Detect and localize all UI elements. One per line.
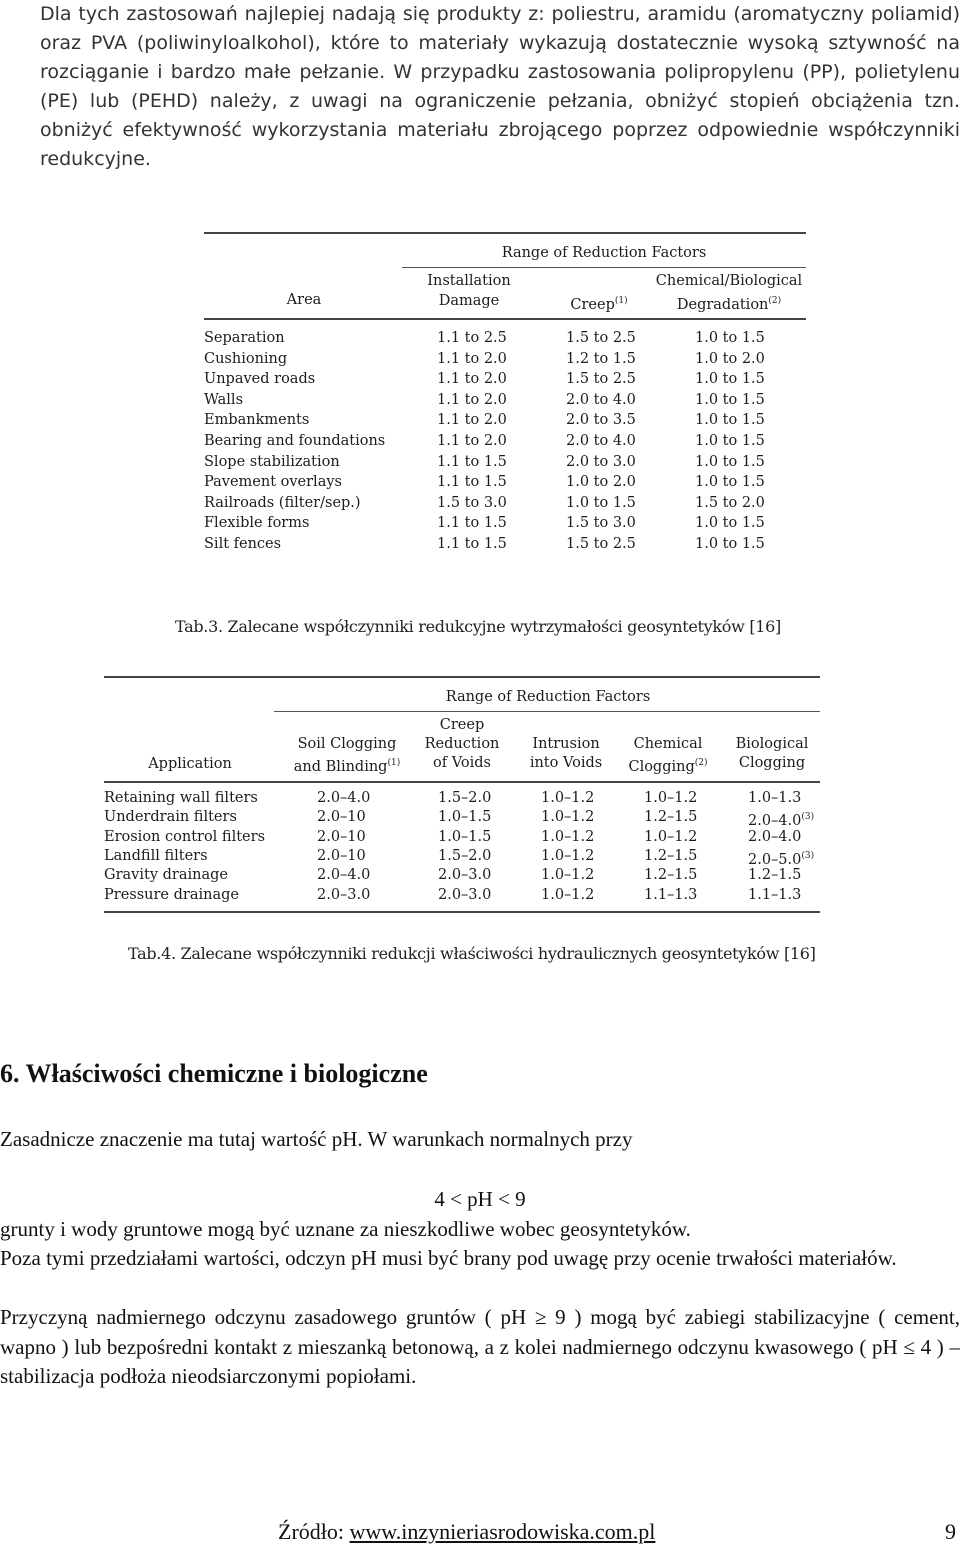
group-rule xyxy=(402,267,806,268)
table-4-intrusion-cell: 1.0–1.2 xyxy=(541,828,595,845)
table-4-application-cell: Erosion control filters xyxy=(104,828,266,845)
table-4-bio-cell-note: (3) xyxy=(801,812,815,823)
col-header-soil-1: Soil Clogging xyxy=(297,736,397,752)
footer-source xyxy=(278,1518,655,1546)
col-header-creep-label: Creep xyxy=(570,296,615,313)
table-4-application-cell: Underdrain filters xyxy=(104,809,237,826)
table-3-chem-cell: 1.0 to 1.5 xyxy=(695,433,765,449)
paragraph-ph-causes: Przyczyną nadmiernego odczynu zasadowego gruntów ( pH ≥ 9 ) mogą być zabiegi stabilizacyjne ( cement, wapno ) lub bezpośredni kontakt z mieszanką betonową, a z kolei nadmiernego odczynu kwasowego ( pH ≤ 4 ) – stabilizacja podłoża nieodsiarczonymi popiołami. xyxy=(0,1305,960,1388)
section-heading: 6. Właściwości chemiczne i biologiczne xyxy=(0,1059,428,1088)
table-3-chem-cell: 1.5 to 2.0 xyxy=(695,494,765,511)
col-header-chem-1: Chemical xyxy=(633,736,703,752)
table-3-chem-cell: 1.0 to 1.5 xyxy=(695,453,765,470)
header-rule xyxy=(104,781,820,783)
table-3 xyxy=(204,232,806,562)
paragraph-ph-outside: Poza tymi przedziałami wartości, odczyn pH musi być brany pod uwagę przy ocenie trwałości materiałów. xyxy=(0,1246,897,1270)
table-3-install-cell: 1.1 to 1.5 xyxy=(437,453,507,470)
table-3-install-cell: 1.1 to 2.0 xyxy=(437,391,507,408)
table-3-creep-cell: 1.5 to 2.5 xyxy=(566,330,636,346)
table-4-soil-cell: 2.0–4.0 xyxy=(317,867,371,884)
table-4-intrusion-cell: 1.0–1.2 xyxy=(541,867,595,884)
table-3-install-cell: 1.1 to 2.0 xyxy=(437,412,507,429)
table-3-creep-cell: 2.0 to 4.0 xyxy=(566,391,636,408)
table-4-soil-cell: 2.0–10 xyxy=(317,828,366,845)
table-4-intrusion-cell: 1.0–1.2 xyxy=(541,790,595,806)
table-4-creep-cell: 1.5–2.0 xyxy=(438,847,492,864)
table-3-install-cell: 1.1 to 2.0 xyxy=(437,433,507,449)
table-4-bio-cell: 1.2–1.5 xyxy=(748,867,802,884)
col-header-bio-1: Biological xyxy=(735,736,809,752)
table-4-bio-cell: 2.0–4.0 xyxy=(748,828,802,845)
table-4-bio-cell: 1.1–1.3 xyxy=(748,886,802,903)
table-3-creep-cell: 1.5 to 3.0 xyxy=(566,515,636,532)
table-3-area-cell: Cushioning xyxy=(204,350,288,367)
table-3-chem-cell: 1.0 to 1.5 xyxy=(695,474,765,491)
table-3-chem-cell: 1.0 to 1.5 xyxy=(695,515,765,532)
paragraph-ph-intro: Zasadnicze znaczenie ma tutaj wartość pH. W warunkach normalnych przy xyxy=(0,1127,633,1151)
table-4-soil-cell: 2.0–4.0 xyxy=(317,790,371,806)
table-4-chem-cell: 1.2–1.5 xyxy=(644,847,698,864)
table-3-install-cell: 1.1 to 1.5 xyxy=(437,474,507,491)
table-3-install-cell: 1.1 to 1.5 xyxy=(437,515,507,532)
table-3-chem-cell: 1.0 to 2.0 xyxy=(695,350,765,367)
table-4-application-cell: Retaining wall filters xyxy=(104,790,258,806)
table-3-chem-cell: 1.0 to 1.5 xyxy=(695,412,765,429)
footer-label: Źródło: xyxy=(278,1519,350,1544)
table-bottom-rule xyxy=(104,911,820,913)
table-3-chem-cell: 1.0 to 1.5 xyxy=(695,330,765,346)
table-4-creep-cell: 2.0–3.0 xyxy=(438,867,492,884)
table-4-intrusion-cell: 1.0–1.2 xyxy=(541,886,595,903)
table-3-creep-cell: 1.5 to 2.5 xyxy=(566,536,636,552)
col-header-creep-3: of Voids xyxy=(433,755,491,771)
table-3-area-cell: Pavement overlays xyxy=(204,474,342,491)
col-header-chem-2 xyxy=(644,292,814,315)
col-header-creep-note: (1) xyxy=(614,296,628,306)
header-rule xyxy=(204,318,806,320)
table-4 xyxy=(104,676,820,916)
table-4-intrusion-cell: 1.0–1.2 xyxy=(541,847,595,864)
col-header-soil-label: and Blinding xyxy=(293,758,388,775)
table-3-chem-cell: 1.0 to 1.5 xyxy=(695,371,765,388)
table-4-application-cell: Landfill filters xyxy=(104,847,208,864)
table-3-creep-cell: 1.0 to 1.5 xyxy=(566,494,636,511)
table-3-install-cell: 1.1 to 2.5 xyxy=(437,330,507,346)
table-3-install-cell: 1.1 to 2.0 xyxy=(437,371,507,388)
table-3-area-cell: Silt fences xyxy=(204,536,282,552)
table-3-install-cell: 1.5 to 3.0 xyxy=(437,494,507,511)
table-3-area-cell: Bearing and foundations xyxy=(204,433,386,449)
table-3-caption: Tab.3. Zalecane współczynniki redukcyjne wytrzymałości geosyntetyków [16] xyxy=(175,617,781,636)
table-3-area-cell: Embankments xyxy=(204,412,310,429)
col-header-soil-2 xyxy=(282,754,412,777)
table-3-chem-cell: 1.0 to 1.5 xyxy=(695,391,765,408)
table-4-chem-cell: 1.2–1.5 xyxy=(644,867,698,884)
table-4-creep-cell: 1.0–1.5 xyxy=(438,809,492,826)
table-3-area-cell: Flexible forms xyxy=(204,515,310,532)
col-header-bio-2: Clogging xyxy=(738,755,806,771)
table-3-area-cell: Separation xyxy=(204,330,285,346)
ph-range-formula: 4 < pH < 9 xyxy=(434,1187,526,1211)
table-3-install-cell: 1.1 to 2.0 xyxy=(437,350,507,367)
table-3-creep-cell: 2.0 to 3.5 xyxy=(566,412,636,429)
table-4-application-cell: Gravity drainage xyxy=(104,867,228,884)
group-rule xyxy=(274,711,820,712)
col-header-creep-1: Creep xyxy=(439,717,485,733)
table-top-rule xyxy=(204,232,806,234)
table-4-soil-cell: 2.0–3.0 xyxy=(317,886,371,903)
table-4-soil-cell: 2.0–10 xyxy=(317,809,366,826)
table-top-rule xyxy=(104,676,820,678)
table-3-chem-cell: 1.0 to 1.5 xyxy=(695,536,765,552)
col-header-application: Application xyxy=(148,756,232,772)
col-header-chem-note: (2) xyxy=(694,758,708,768)
table-3-creep-cell: 1.2 to 1.5 xyxy=(566,350,636,367)
intro-paragraph: Dla tych zastosowań najlepiej nadają się produkty z: poliestru, aramidu (aromatyczny poliamid) oraz PVA (poliwinyloalkohol), które to materiały wykazują dostatecznie wysoką sztywność na rozciąganie i bardzo małe pełzanie. W przypadku zastosowania polipropylenu (PP), polietylenu (PE) lub (PEHD) należy, z uwagi na ograniczenie pełzania, obniżyć stopień obciążenia tzn. obniżyć efektywność wykorzystania materiału zbrojącego poprzez odpowiednie współczynniki redukcyjne. xyxy=(40,3,960,170)
table-4-caption: Tab.4. Zalecane współczynniki redukcji właściwości hydraulicznych geosyntetyków [16] xyxy=(128,944,816,963)
col-header-soil-note: (1) xyxy=(387,758,401,768)
col-header-creep-2: Reduction xyxy=(424,736,500,752)
col-header-chem-note: (2) xyxy=(768,296,782,306)
table-3-area-cell: Unpaved roads xyxy=(204,371,316,388)
table-4-bio-cell-value: 2.0–5.0 xyxy=(748,851,802,868)
table-4-bio-cell: 1.0–1.3 xyxy=(748,790,802,806)
table-4-creep-cell: 1.5–2.0 xyxy=(438,790,492,806)
group-header: Range of Reduction Factors xyxy=(501,245,707,261)
col-header-chem-1: Chemical/Biological xyxy=(655,273,803,289)
col-header-chem-2 xyxy=(618,754,718,777)
table-4-intrusion-cell: 1.0–1.2 xyxy=(541,809,595,826)
table-3-install-cell: 1.1 to 1.5 xyxy=(437,536,507,552)
col-header-install-2: Damage xyxy=(438,293,500,309)
col-header-chem-label: Clogging xyxy=(628,758,695,775)
table-4-bio-cell-value: 2.0–4.0 xyxy=(748,813,802,830)
table-3-area-cell: Walls xyxy=(204,391,244,408)
col-header-install-1: Installation xyxy=(427,273,511,289)
table-3-creep-cell: 2.0 to 4.0 xyxy=(566,433,636,449)
table-3-creep-cell: 1.5 to 2.5 xyxy=(566,371,636,388)
table-4-bio-cell-note: (3) xyxy=(801,850,815,861)
table-4-soil-cell: 2.0–10 xyxy=(317,847,366,864)
footer-link[interactable]: www.inzynieriasrodowiska.com.pl xyxy=(349,1519,656,1544)
table-4-application-cell: Pressure drainage xyxy=(104,886,239,903)
group-header: Range of Reduction Factors xyxy=(445,689,651,705)
col-header-intrusion-1: Intrusion xyxy=(532,736,600,752)
col-header-intrusion-2: into Voids xyxy=(529,755,603,771)
col-header-chem-label: Degradation xyxy=(676,296,769,313)
table-3-area-cell: Railroads (filter/sep.) xyxy=(204,494,361,511)
table-4-creep-cell: 1.0–1.5 xyxy=(438,828,492,845)
table-4-chem-cell: 1.1–1.3 xyxy=(644,886,698,903)
table-4-chem-cell: 1.0–1.2 xyxy=(644,828,698,845)
table-3-creep-cell: 1.0 to 2.0 xyxy=(566,474,636,491)
table-3-creep-cell: 2.0 to 3.0 xyxy=(566,453,636,470)
table-4-creep-cell: 2.0–3.0 xyxy=(438,886,492,903)
col-header-creep xyxy=(554,292,644,315)
table-4-chem-cell: 1.2–1.5 xyxy=(644,809,698,826)
page-number: 9 xyxy=(945,1519,956,1544)
table-4-chem-cell: 1.0–1.2 xyxy=(644,790,698,806)
col-header-area: Area xyxy=(286,292,322,308)
table-3-area-cell: Slope stabilization xyxy=(204,453,340,470)
paragraph-ph-harmless: grunty i wody gruntowe mogą być uznane za nieszkodliwe wobec geosyntetyków. xyxy=(0,1217,691,1241)
